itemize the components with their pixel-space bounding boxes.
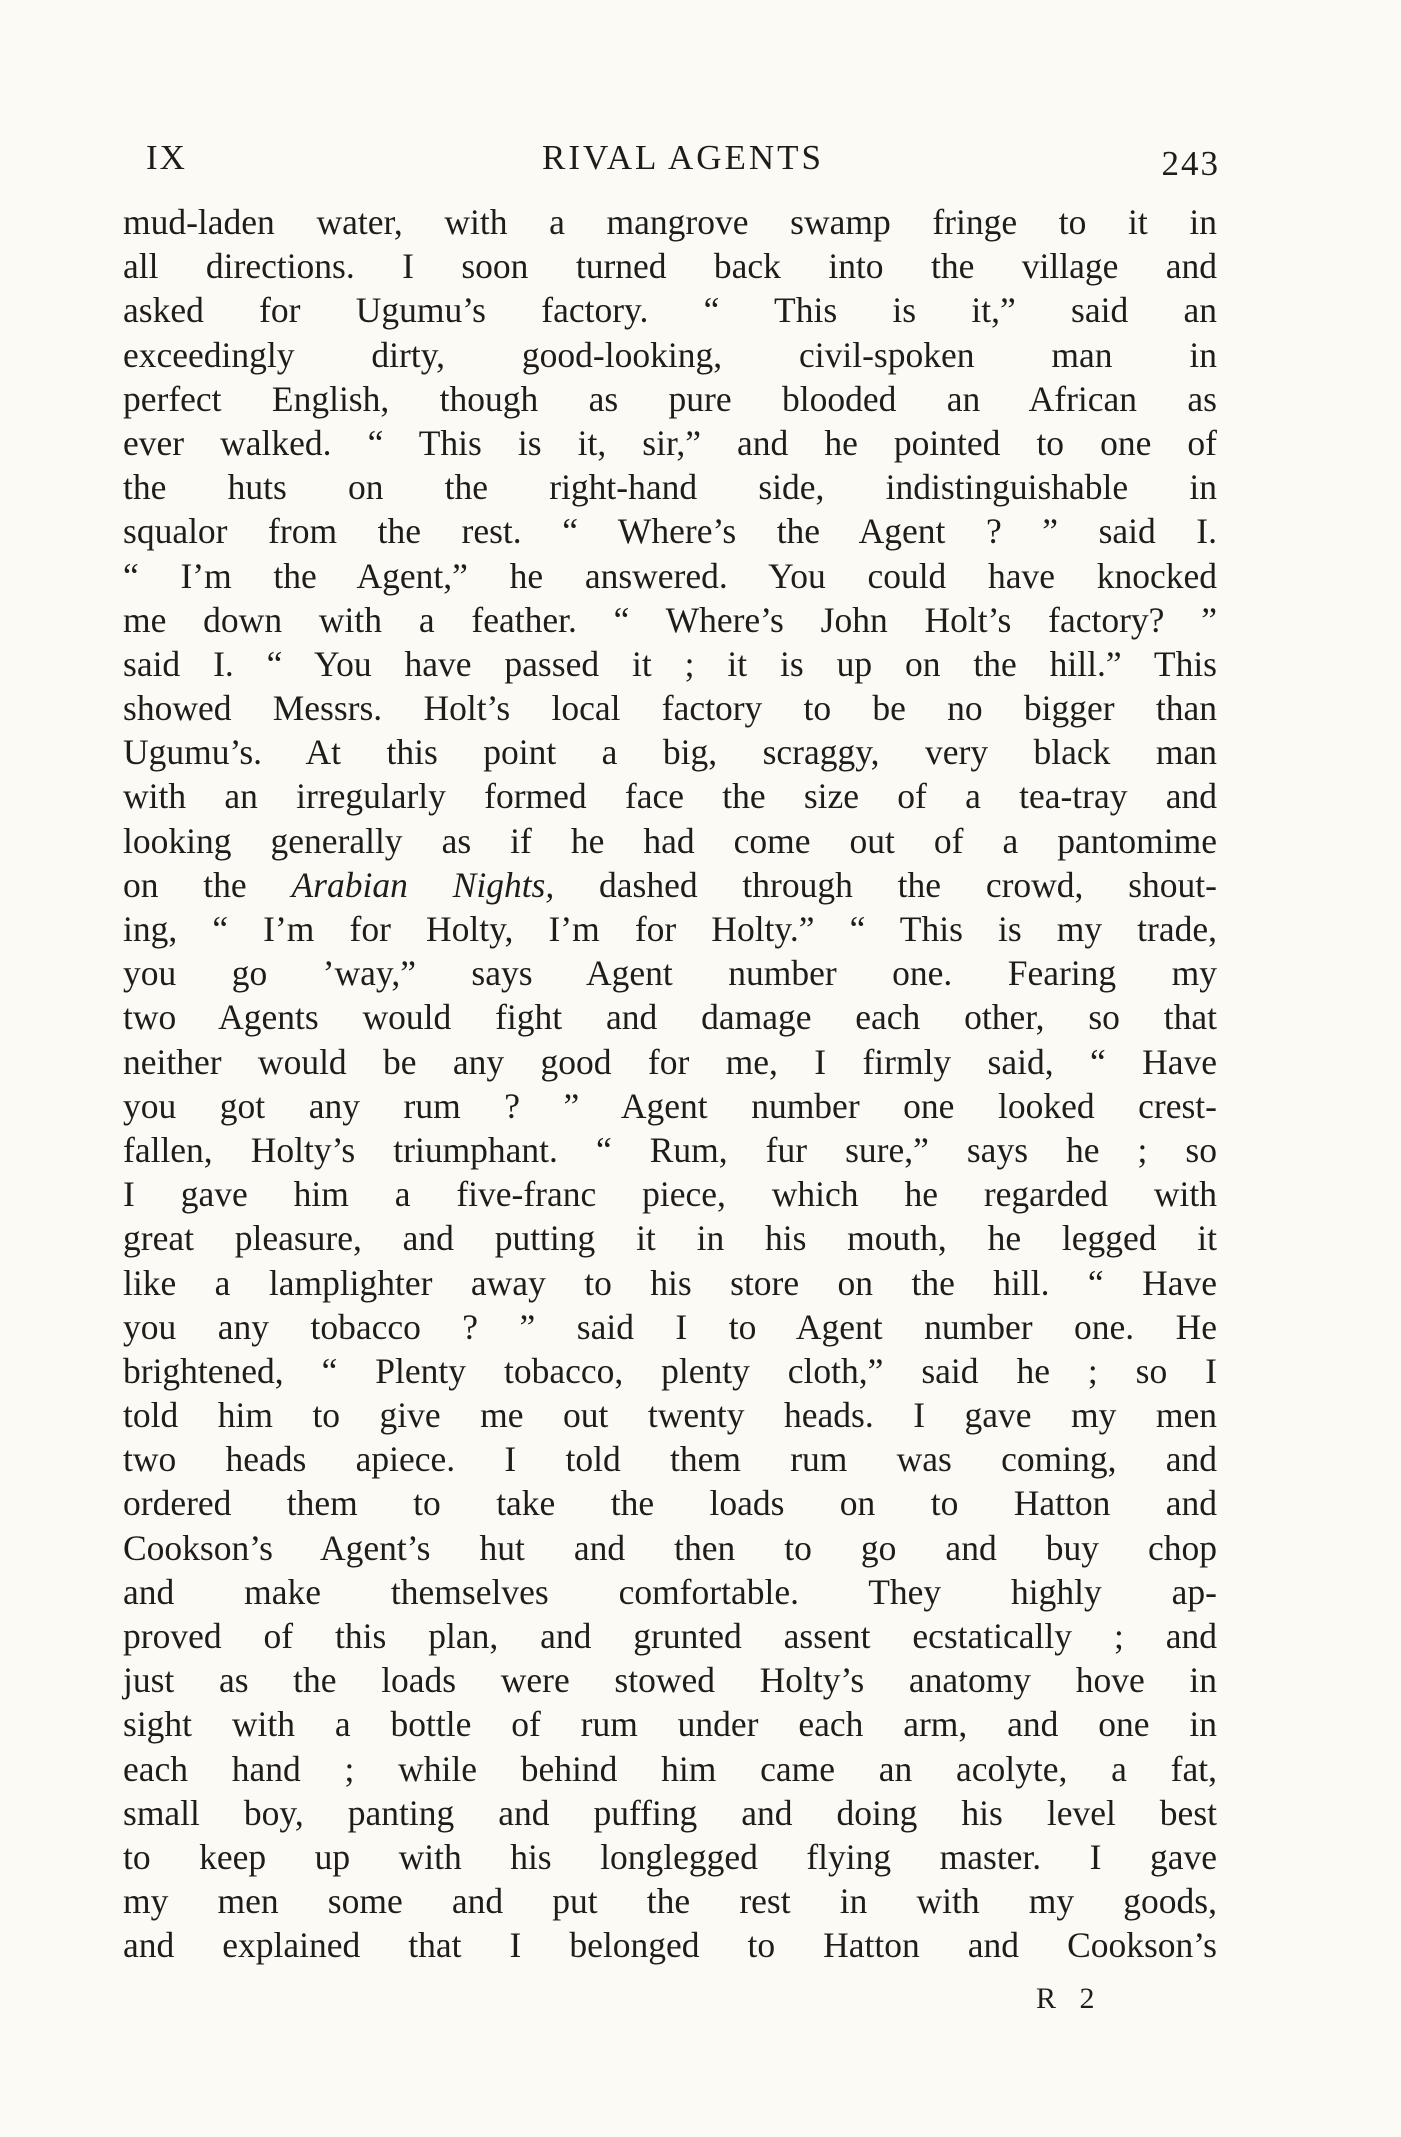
text-line: sight with a bottle of rum under each arm, and one in (123, 1704, 1217, 1745)
text-line: ing, “ I’m for Holty, I’m for Holty.” “ This is my trade, (123, 909, 1217, 949)
line-text: dashed through the crowd, shout- (554, 864, 1217, 905)
text-line: told him to give me out twenty heads. I gave my men (123, 1395, 1217, 1436)
text-line: you got any rum ? ” Agent number one looked crest- (123, 1085, 1217, 1126)
text-line: fallen, Holty’s triumphant. “ Rum, fur sure,” says he ; so (123, 1129, 1217, 1170)
text-line: just as the loads were stowed Holty’s anatomy hove in (123, 1660, 1217, 1701)
text-line: great pleasure, and putting it in his mouth, he legged it (123, 1218, 1217, 1259)
text-line: ordered them to take the loads on to Hatton and (123, 1483, 1217, 1524)
signature-mark: R 2 (1036, 1982, 1103, 2015)
text-line: said I. “ You have passed it ; it is up on the hill.” This (123, 643, 1217, 684)
body-text (123, 200, 1217, 1968)
text-line: “ I’m the Agent,” he answered. You could have knocked (123, 555, 1217, 596)
text-line: all directions. I soon turned back into the village and (123, 246, 1217, 287)
chapter-numeral: IX (146, 138, 187, 177)
text-line: you any tobacco ? ” said I to Agent number one. He (123, 1306, 1217, 1347)
text-line: you go ’way,” says Agent number one. Fearing my (123, 953, 1217, 994)
text-line-with-italic-title (123, 863, 1217, 907)
text-line: two Agents would fight and damage each other, so that (123, 997, 1217, 1038)
text-line: exceedingly dirty, good-looking, civil-spoken man in (123, 334, 1217, 375)
text-line: to keep up with his longlegged flying master. I gave (123, 1836, 1217, 1877)
text-line: showed Messrs. Holt’s local factory to be no bigger than (123, 688, 1217, 729)
page-number: 243 (1161, 144, 1220, 183)
text-line: brightened, “ Plenty tobacco, plenty cloth,” said he ; so I (123, 1350, 1217, 1391)
text-line: Cookson’s Agent’s hut and then to go and buy chop (123, 1527, 1217, 1568)
text-line: mud-laden water, with a mangrove swamp fringe to it in (123, 202, 1217, 242)
running-title: RIVAL AGENTS (542, 138, 824, 177)
text-line: perfect English, though as pure blooded an African as (123, 378, 1217, 419)
text-line: two heads apiece. I told them rum was coming, and (123, 1439, 1217, 1480)
running-head (146, 138, 1220, 182)
text-line: squalor from the rest. “ Where’s the Agent ? ” said I. (123, 511, 1217, 552)
text-line: each hand ; while behind him came an acolyte, a fat, (123, 1748, 1217, 1789)
line-text: on the (123, 864, 292, 905)
text-line: and explained that I belonged to Hatton and Cookson’s (123, 1925, 1217, 1966)
text-line: small boy, panting and puffing and doing his level best (123, 1792, 1217, 1833)
text-line: neither would be any good for me, I firmly said, “ Have (123, 1041, 1217, 1082)
text-line: proved of this plan, and grunted assent ecstatically ; and (123, 1616, 1217, 1656)
text-line: the huts on the right-hand side, indistinguishable in (123, 467, 1217, 508)
text-line: Ugumu’s. At this point a big, scraggy, very black man (123, 732, 1217, 773)
text-line: like a lamplighter away to his store on the hill. “ Have (123, 1262, 1217, 1303)
text-line: looking generally as if he had come out of a pantomime (123, 820, 1217, 861)
text-line: I gave him a five-franc piece, which he regarded with (123, 1174, 1217, 1215)
text-line: ever walked. “ This is it, sir,” and he pointed to one of (123, 422, 1217, 463)
text-line: my men some and put the rest in with my goods, (123, 1881, 1217, 1922)
text-line: and make themselves comfortable. They highly ap- (123, 1571, 1217, 1612)
text-line: with an irregularly formed face the size of a tea-tray and (123, 776, 1217, 817)
italic-book-title: Arabian Nights, (291, 864, 555, 905)
text-line: me down with a feather. “ Where’s John Holt’s factory? ” (123, 599, 1217, 640)
text-line: asked for Ugumu’s factory. “ This is it,” said an (123, 290, 1217, 331)
